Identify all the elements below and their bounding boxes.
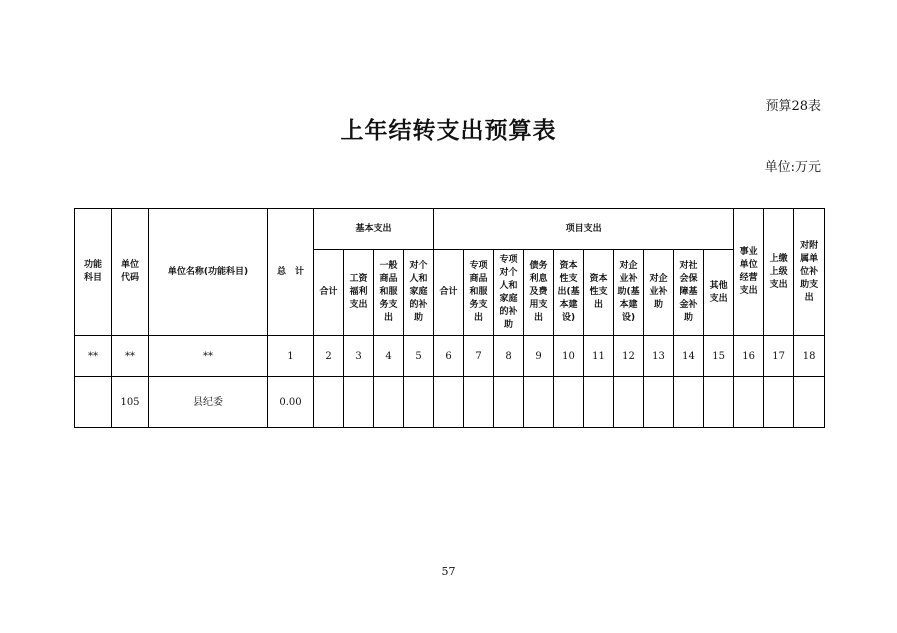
header-household: 对个人和家庭的补助 [404,250,434,336]
cell-unit-code: 105 [112,377,149,428]
header-wages: 工资福利支出 [344,250,374,336]
index-cell: ** [112,336,149,377]
header-capital-infra: 资本性支出(基本建设) [554,250,584,336]
index-cell: ** [149,336,268,377]
header-subsidiary: 对附属单位补助支出 [794,209,825,336]
table-cell [734,377,764,428]
table-cell [494,377,524,428]
index-cell: 9 [524,336,554,377]
header-remit-upper: 上缴上级支出 [764,209,794,336]
index-cell: 2 [314,336,344,377]
table-cell [524,377,554,428]
index-cell: 6 [434,336,464,377]
index-cell: 16 [734,336,764,377]
index-cell: 8 [494,336,524,377]
index-cell: 18 [794,336,825,377]
cell-unit-name: 县纪委 [149,377,268,428]
index-cell: 13 [644,336,674,377]
table-cell [404,377,434,428]
page-number: 57 [441,565,456,578]
table-cell [344,377,374,428]
header-enterprise-infra: 对企业补助(基本建设) [614,250,644,336]
unit-label: 单位:万元 [764,160,821,175]
index-cell: ** [75,336,112,377]
header-basic-sum: 合计 [314,250,344,336]
table-cell [374,377,404,428]
header-func-subject: 功能科目 [75,209,112,336]
header-total: 总 计 [268,209,314,336]
header-unit-code: 单位代码 [112,209,149,336]
header-other: 其他支出 [704,250,734,336]
table-cell [434,377,464,428]
index-cell: 17 [764,336,794,377]
header-institution-ops: 事业单位经营支出 [734,209,764,336]
table-row [75,377,825,428]
header-goods-services: 一般商品和服务支出 [374,250,404,336]
index-cell: 4 [374,336,404,377]
table-cell [464,377,494,428]
table-cell [614,377,644,428]
index-cell: 12 [614,336,644,377]
table-cell [584,377,614,428]
header-special-goods: 专项商品和服务支出 [464,250,494,336]
table-cell [764,377,794,428]
header-social-security: 对社会保障基金补助 [674,250,704,336]
index-cell: 10 [554,336,584,377]
table-cell [704,377,734,428]
index-row [75,336,825,377]
header-unit-name: 单位名称(功能科目) [149,209,268,336]
cell-total: 0.00 [268,377,314,428]
cell-func-subject [75,377,112,428]
header-capital: 资本性支出 [584,250,614,336]
header-project-sum: 合计 [434,250,464,336]
index-cell: 15 [704,336,734,377]
header-project-group: 项目支出 [434,209,734,250]
index-cell: 14 [674,336,704,377]
index-cell: 1 [268,336,314,377]
table-cell [644,377,674,428]
header-basic-group: 基本支出 [314,209,434,250]
index-cell: 7 [464,336,494,377]
index-cell: 5 [404,336,434,377]
header-enterprise: 对企业补助 [644,250,674,336]
index-cell: 11 [584,336,614,377]
budget-table [74,208,825,428]
page-title: 上年结转支出预算表 [340,118,557,144]
table-cell [794,377,825,428]
index-cell: 3 [344,336,374,377]
header-special-household: 专项对个人和家庭的补助 [494,250,524,336]
table-cell [674,377,704,428]
table-cell [314,377,344,428]
table-cell [554,377,584,428]
header-debt-interest: 债务利息及费用支出 [524,250,554,336]
form-number: 预算28表 [765,99,821,114]
